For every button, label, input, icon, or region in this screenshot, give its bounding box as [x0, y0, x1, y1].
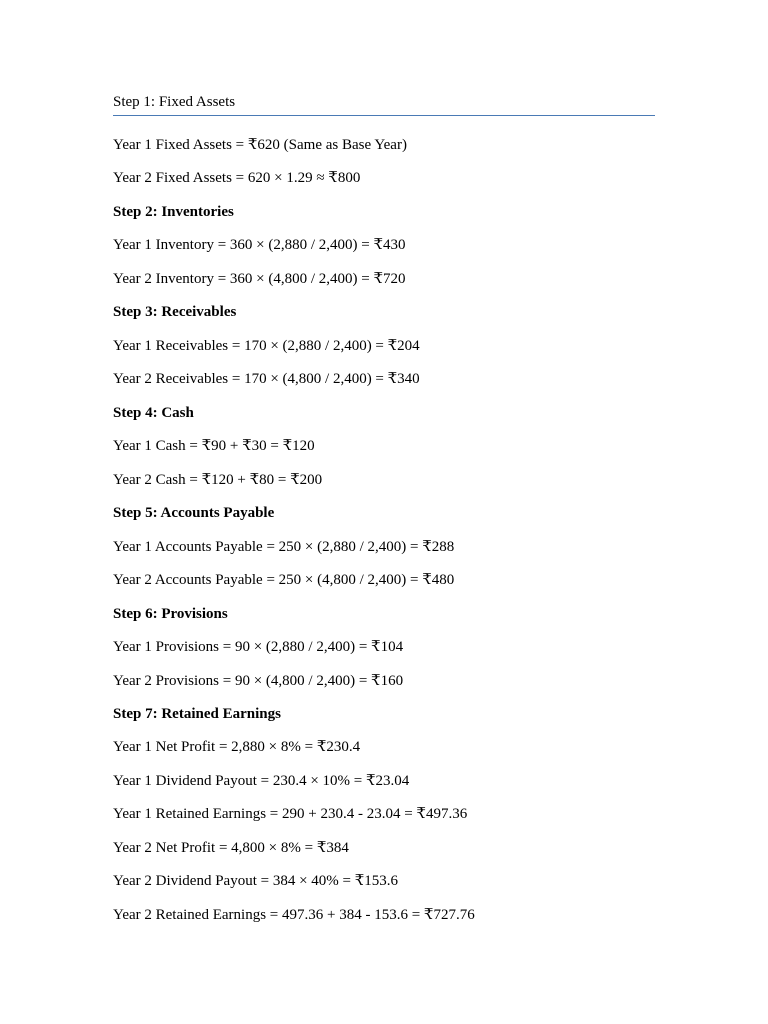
text-line: Year 1 Inventory = 360 × (2,880 / 2,400) = ₹430 — [113, 237, 406, 254]
text-line: Year 1 Receivables = 170 × (2,880 / 2,400) = ₹204 — [113, 337, 420, 354]
text-line: Year 2 Receivables = 170 × (4,800 / 2,400) = ₹340 — [113, 371, 420, 388]
text-line: Year 2 Accounts Payable = 250 × (4,800 / 2,400) = ₹480 — [113, 572, 455, 589]
text-line: Year 2 Fixed Assets = 620 × 1.29 ≈ ₹800 — [113, 170, 361, 187]
step-heading: Step 6: Provisions — [113, 605, 228, 622]
text-line: Year 1 Cash = ₹90 + ₹30 = ₹120 — [113, 438, 315, 455]
calculation-lines — [113, 136, 655, 939]
text-line: Year 2 Provisions = 90 × (4,800 / 2,400) = ₹160 — [113, 672, 404, 689]
section-heading: Step 1: Fixed Assets — [113, 94, 236, 110]
text-line: Year 2 Cash = ₹120 + ₹80 = ₹200 — [113, 471, 323, 488]
step-heading: Step 3: Receivables — [113, 304, 237, 321]
text-line: Year 1 Retained Earnings = 290 + 230.4 - 23.04 = ₹497.36 — [113, 806, 468, 823]
step-heading: Step 5: Accounts Payable — [113, 505, 275, 522]
heading-underline — [113, 115, 655, 116]
text-line: Year 1 Provisions = 90 × (2,880 / 2,400) = ₹104 — [113, 639, 404, 656]
step-heading: Step 2: Inventories — [113, 203, 234, 220]
text-line: Year 2 Retained Earnings = 497.36 + 384 - 153.6 = ₹727.76 — [113, 906, 475, 923]
step-heading: Step 7: Retained Earnings — [113, 705, 281, 722]
text-line: Year 2 Dividend Payout = 384 × 40% = ₹153.6 — [113, 873, 399, 890]
text-line: Year 1 Fixed Assets = ₹620 (Same as Base Year) — [113, 137, 407, 153]
text-line: Year 1 Dividend Payout = 230.4 × 10% = ₹23.04 — [113, 772, 410, 789]
text-line: Year 2 Inventory = 360 × (4,800 / 2,400) = ₹720 — [113, 270, 406, 287]
step-heading: Step 4: Cash — [113, 404, 194, 421]
text-line: Year 1 Accounts Payable = 250 × (2,880 / 2,400) = ₹288 — [113, 538, 455, 555]
text-line: Year 2 Net Profit = 4,800 × 8% = ₹384 — [113, 839, 349, 856]
text-line: Year 1 Net Profit = 2,880 × 8% = ₹230.4 — [113, 739, 361, 756]
section-heading-block — [113, 93, 655, 116]
